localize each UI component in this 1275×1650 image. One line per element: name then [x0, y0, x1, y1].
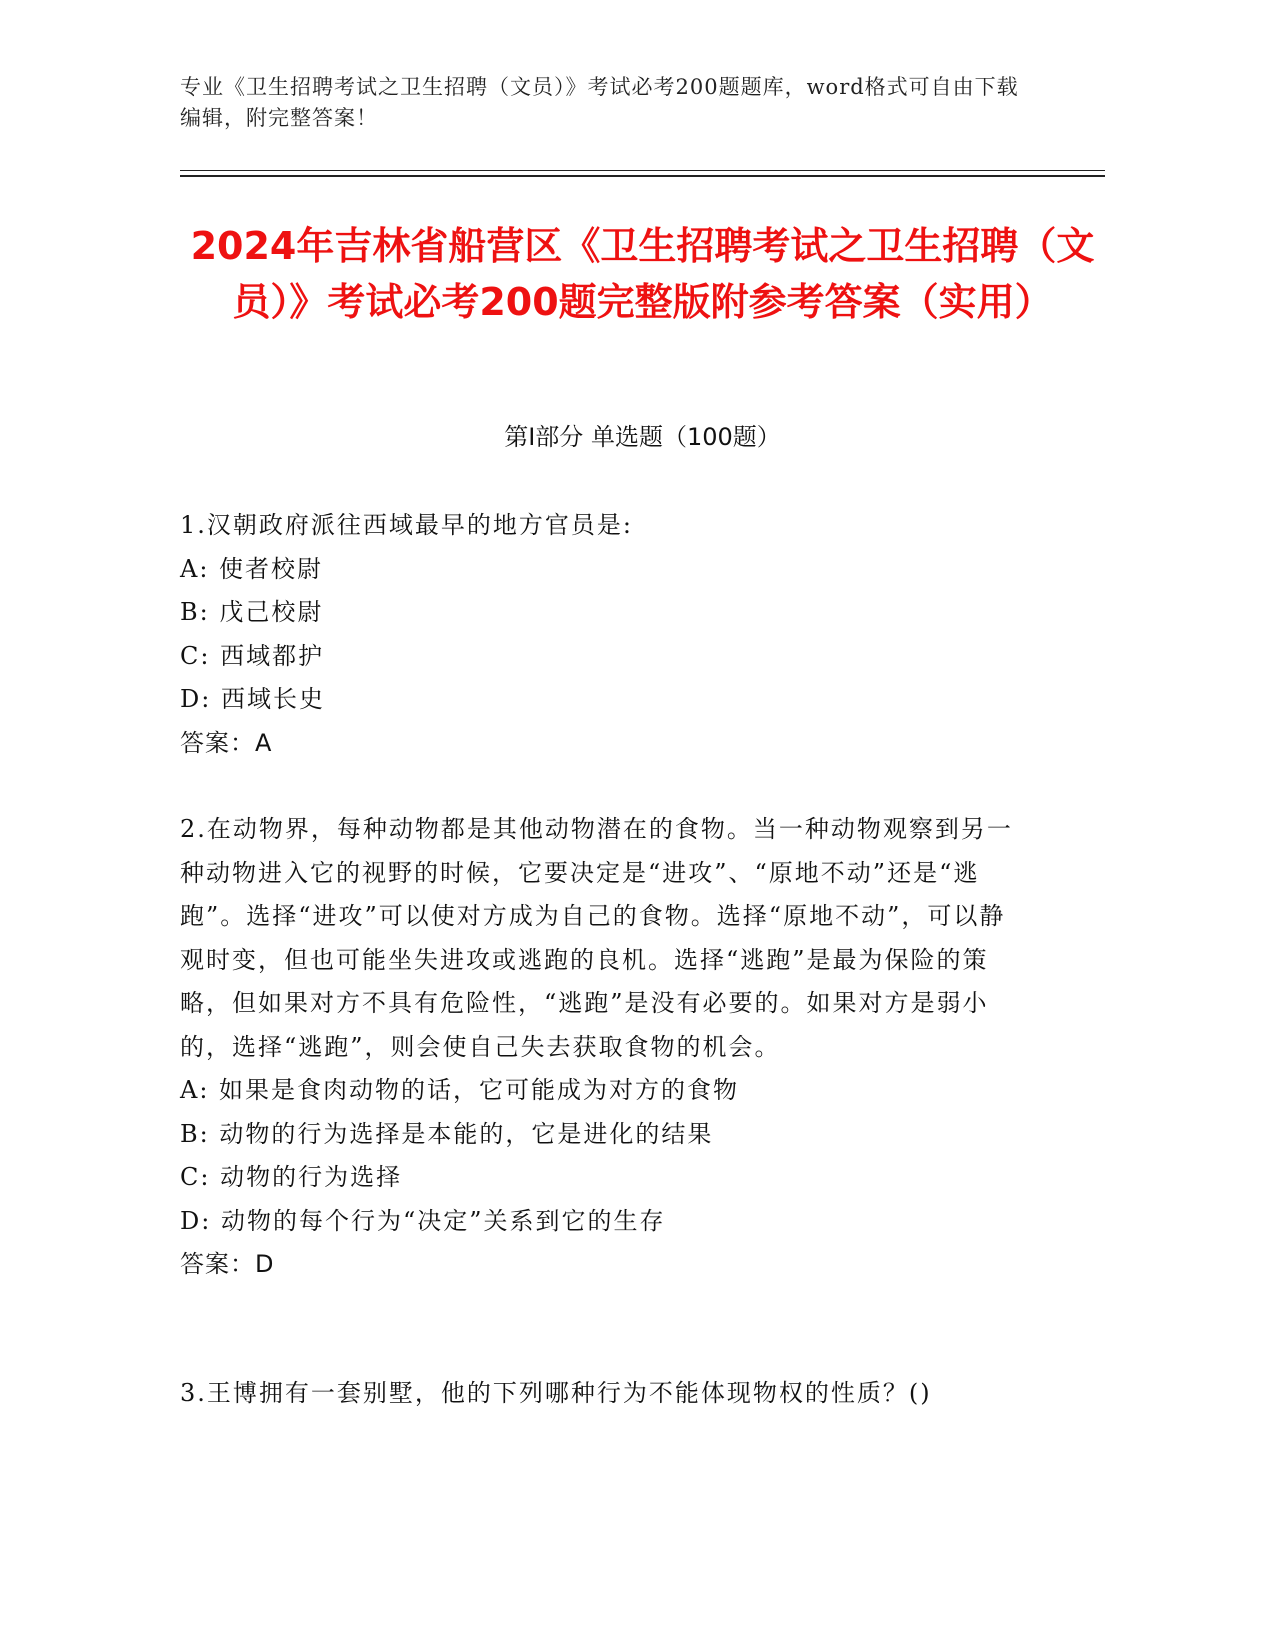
option-d: D: 动物的每个行为“决定”关系到它的生存	[180, 1206, 666, 1235]
header-divider-thin	[180, 170, 1105, 171]
header-divider-thick	[180, 175, 1105, 177]
answer: 答案：A	[180, 728, 273, 757]
question-stem: 1.汉朝政府派往西域最早的地方官员是:	[180, 511, 633, 539]
option-a: A: 如果是食肉动物的话，它可能成为对方的食物	[180, 1076, 740, 1104]
option-c: C: 动物的行为选择	[180, 1163, 403, 1191]
option-b: B: 动物的行为选择是本能的，它是进化的结果	[180, 1119, 714, 1148]
option-c: C: 西域都护	[180, 641, 325, 670]
question-stem: 3.王博拥有一套别墅，他的下列哪种行为不能体现物权的性质？()	[180, 1379, 932, 1407]
option-d: D: 西域长史	[180, 685, 325, 713]
option-a: A: 使者校尉	[180, 554, 324, 583]
answer: 答案：D	[180, 1250, 275, 1278]
question-stem: 2.在动物界，每种动物都是其他动物潜在的食物。当一种动物观察到另一种动物进入它的视野的时候，它要决定是“进攻”、“原地不动”还是“逃跑”。选择“进攻”可以使对方成为自己的食物。选择“原地不动”，可以静观时变，但也可能坐失进攻或逃跑的良机。选择“逃跑”是最为保险的策略，但如果对方不具有危险性，“逃跑”是没有必要的。如果对方是弱小的，选择“逃跑”，则会使自己失去获取食物的机会。	[180, 815, 1013, 1061]
document-title: 2024年吉林省船营区《卫生招聘考试之卫生招聘（文员）》考试必考200题完整版附参考答案（实用）	[190, 224, 1095, 324]
question-1	[180, 504, 1020, 765]
question-3	[180, 1372, 1020, 1416]
header-note: 专业《卫生招聘考试之卫生招聘（文员）》考试必考200题题库，word格式可自由下载编辑，附完整答案！	[180, 75, 1019, 130]
section-heading: 第I部分 单选题（100题）	[504, 423, 781, 451]
question-2	[180, 808, 1020, 1287]
option-b: B: 戊己校尉	[180, 598, 324, 626]
